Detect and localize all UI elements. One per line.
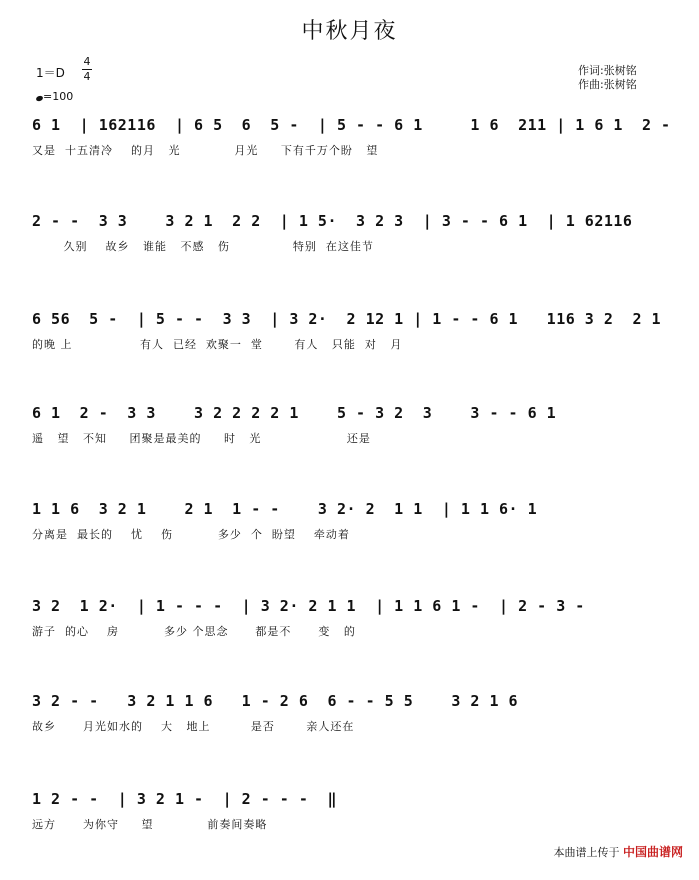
score-system <box>0 597 699 687</box>
score-system <box>0 404 699 494</box>
time-signature-top: 4 <box>83 55 91 68</box>
notation-line: 2 - - 3 3 3 2 1 2 2 | 1 5· 3 2 3 | 3 - - 6 1 | 1 62116 <box>32 212 633 230</box>
credits <box>578 64 637 92</box>
lyrics-line: 游子 的心 房 多少 个思念 都是不 变 的 <box>32 625 356 638</box>
notation-line: 1 1 6 3 2 1 2 1 1 - - 3 2· 2 1 1 | 1 1 6· 1 <box>32 500 538 518</box>
lyrics-line: 遥 望 不知 团聚是最美的 时 光 还是 <box>32 432 371 445</box>
score-system <box>0 500 699 590</box>
notation-line: 6 56 5 - | 5 - - 3 3 | 3 2· 2 12 1 | 1 - - 6 1 116 3 2 2 1 <box>32 310 662 328</box>
lyrics-line: 久别 故乡 谁能 不感 伤 特别 在这佳节 <box>32 240 374 253</box>
time-signature <box>82 56 92 83</box>
notation-line: 3 2 1 2· | 1 - - - | 3 2· 2 1 1 | 1 1 6 1 - | 2 - 3 - <box>32 597 585 615</box>
notation-line: 1 2 - - | 3 2 1 - | 2 - - - ‖ <box>32 790 337 808</box>
notation-line: 3 2 - - 3 2 1 1 6 1 - 2 6 6 - - 5 5 3 2 1 6 <box>32 692 519 710</box>
footer-text: 本曲谱上传于 <box>553 846 620 859</box>
notation-line: 6 1 2 - 3 3 3 2 2 2 2 1 5 - 3 2 3 3 - - 6 1 <box>32 404 557 422</box>
page-title: 中秋月夜 <box>301 19 398 44</box>
score-system <box>0 212 699 302</box>
lyricist: 作词:张树铭 <box>578 64 637 77</box>
footer <box>553 843 683 860</box>
notation-line: 6 1 | 162116 | 6 5 6 5 - | 5 - - 6 1 1 6 211 | 1 6 1 2 - <box>32 116 671 134</box>
score-system <box>0 790 699 880</box>
score-system <box>0 692 699 782</box>
lyrics-line: 又是 十五清冷 的月 光 月光 下有千万个盼 望 <box>32 144 379 157</box>
lyrics-line: 远方 为你守 望 前奏间奏略 <box>32 818 268 831</box>
lyrics-line: 故乡 月光如水的 大 地上 是否 亲人还在 <box>32 720 355 733</box>
tempo-marking <box>36 90 73 103</box>
composer: 作曲:张树铭 <box>578 78 637 91</box>
lyrics-line: 分离是 最长的 忧 伤 多少 个 盼望 牵动着 <box>32 528 350 541</box>
site-logo[interactable]: 中国曲谱网 <box>622 845 683 859</box>
score-system <box>0 310 699 400</box>
lyrics-line: 的晚 上 有人 已经 欢聚一 堂 有人 只能 对 月 <box>32 338 403 351</box>
time-signature-bottom: 4 <box>83 70 91 83</box>
key-signature: 1＝D <box>36 66 65 80</box>
tempo-value: =100 <box>43 90 74 103</box>
score-system <box>0 116 699 206</box>
